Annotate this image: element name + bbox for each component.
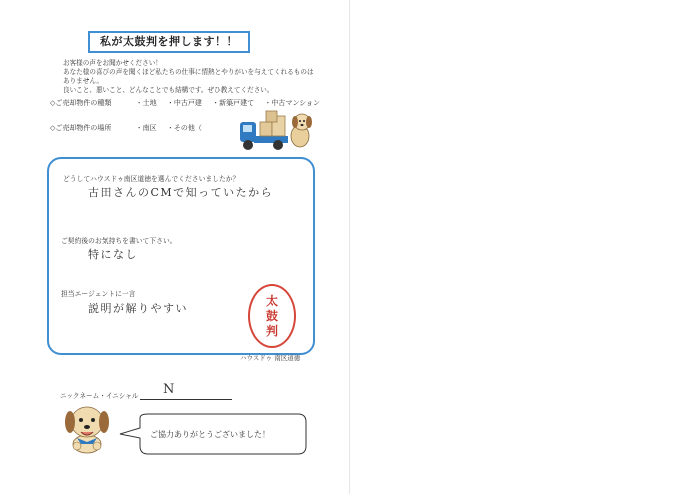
intro-text — [63, 59, 314, 95]
property-type-option: ・中古マンション — [264, 99, 321, 107]
cargo-box — [260, 122, 272, 136]
stamp-char: 判 — [265, 323, 278, 338]
property-location-option: ・南区 — [135, 124, 157, 132]
stamp-char: 鼓 — [265, 308, 278, 323]
cargo-box — [266, 111, 277, 122]
intro-line: ありません。 — [63, 77, 103, 85]
property-location-option: ・その他（ — [166, 124, 202, 132]
nickname-underline — [140, 399, 232, 400]
answer-agent-comment: 説明が解りやすい — [88, 302, 188, 315]
dog-mascot-illustration — [57, 398, 119, 454]
intro-line: お客様の声をお聞かせください！ — [63, 59, 162, 67]
dog-ear — [306, 116, 312, 128]
nickname-value: N — [163, 382, 175, 397]
property-type-option: ・中古戸建 — [166, 99, 202, 107]
taikoban-stamp — [248, 284, 296, 348]
property-type-option: ・土地 — [135, 99, 157, 107]
page-fold-line — [349, 0, 350, 494]
question-reason: どうしてハウスドゥ南区道徳を選んでくださいましたか？ — [63, 175, 240, 183]
property-location-label: ◇ご売却物件の場所 — [50, 124, 112, 132]
answer-feelings: 特になし — [88, 248, 138, 261]
intro-line: あなた様の喜びの声を聞くほど私たちの仕事に情熱とやりがいを与えてくれるものは — [63, 68, 314, 76]
dog-ear — [292, 116, 298, 128]
property-type-label: ◇ご売却物件の種類 — [50, 99, 112, 107]
truck-wheel — [243, 140, 253, 150]
question-feelings: ご契約後のお気持ちを書いて下さい。 — [61, 237, 177, 245]
intro-line: 良いこと、悪いこと、どんなことでも結構です。ぜひ教えてください。 — [63, 86, 274, 94]
property-location-row — [50, 123, 247, 133]
truck-bed — [254, 136, 288, 143]
nickname-label: ニックネーム・イニシャル — [60, 392, 139, 400]
property-type-option: ・新築戸建て — [212, 99, 255, 107]
truck-dog-illustration — [236, 108, 318, 158]
sheet-title: 私が太鼓判を押します！！ — [88, 31, 250, 53]
dog-ear — [65, 411, 75, 433]
question-agent-comment: 担当エージェントに一言 — [61, 290, 136, 298]
agency-name: ハウスドゥ 南区道徳 — [240, 354, 301, 362]
stamp-char: 太 — [265, 293, 278, 308]
property-type-row — [50, 98, 320, 108]
truck-window — [243, 125, 252, 132]
thanks-message: ご協力ありがとうございました！ — [150, 430, 270, 439]
dog-ear — [99, 411, 109, 433]
answer-reason: 古田さんのCMで知っていたから — [88, 186, 274, 199]
truck-wheel — [273, 140, 283, 150]
